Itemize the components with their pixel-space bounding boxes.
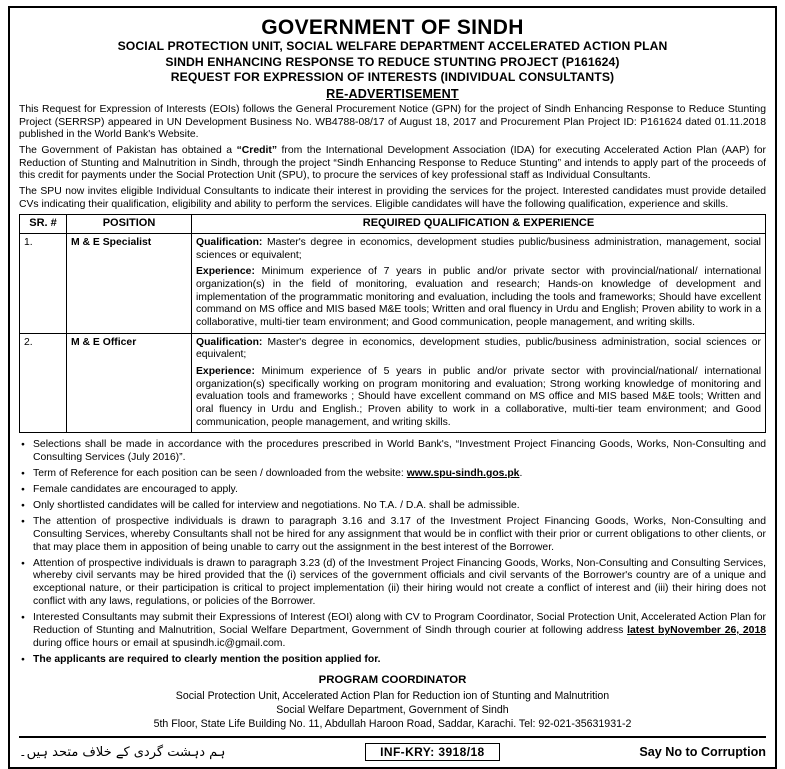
bullet-4-text: Only shortlisted candidates will be called for interview and negotiations. No T.A. / D.A. shall be admissible. xyxy=(33,500,520,512)
contact-line-3: 5th Floor, State Life Building No. 11, Abdullah Haroon Road, Saddar, Karachi. Tel: 92-021-35631931-2 xyxy=(153,718,632,731)
bullet-1-text: Selections shall be made in accordance with the procedures prescribed in World Bank's, “Investment Project Financing Goods, Works, Non-Consulting and Consulting Services (July 2016)”. xyxy=(33,439,766,464)
row-2-requirements xyxy=(192,333,766,433)
list-item xyxy=(19,612,766,651)
conditions-list xyxy=(19,439,766,666)
row-1-experience-text: Minimum experience of 7 years in public and/or private sector with provincial/national/ international organization(s) in the field of monitoring, evaluation and research; Hands-on knowledge of development and implementation of the programmatic monitoring and evaluation, including the tools and frameworks; Should have excellent command on MS office and MIS based M&E tools; Written and oral fluency in Urdu and English; Proven ability to work in a collaborative, multi-tier team environment; and Good communication, people management, and writing skills. xyxy=(196,266,761,328)
row-1-requirements xyxy=(192,233,766,333)
program-coordinator-title: PROGRAM COORDINATOR xyxy=(318,673,467,686)
row-2-experience-text: Minimum experience of 5 years in public and/or private sector with provincial/national/ international organization(s) specifically working on program monitoring and evaluation; Strong working knowledge of monitoring and evaluation tools and frameworks ; Should have excellent command on MS office and MIS based M&E tools; Written and oral fluency in Urdu and English.; Proven ability to work in a collaborative, multi-tier team environment; and Good communication, people management, and writing skills. xyxy=(196,366,761,428)
header-line-3: REQUEST FOR EXPRESSION OF INTERESTS (INDIVIDUAL CONSULTANTS) xyxy=(170,70,615,85)
intro-p2-part-b: from the International Development Association (IDA) for executing Accelerated Action Plan (AAP) for Reduction of Stunting and Malnutrition in Sindh, through the project “Sindh Enhancing Response to Reduce Stunting” and intends to apply part of the proceeds of this credit for payments under the Social Protection Unit (SPU), to procure the services of key professional staff as Individual Consultants. xyxy=(19,144,766,182)
row-2-position: M & E Officer xyxy=(67,333,192,433)
anti-corruption-slogan: Say No to Corruption xyxy=(639,745,766,760)
list-item xyxy=(19,439,766,465)
contact-line-2: Social Welfare Department, Government of Sindh xyxy=(276,703,509,716)
row-1-experience-label: Experience: xyxy=(196,266,255,278)
row-2-experience-label: Experience: xyxy=(196,366,255,378)
column-header-requirements: REQUIRED QUALIFICATION & EXPERIENCE xyxy=(192,215,766,233)
bullet-7-text: Interested Consultants may submit their Expressions of Interest (EOI) along with CV to Program Coordinator, Social Protection Unit, Accelerated Action Plan for Reduction of Stunting and Malnutrition, Social Welfare Department, Government of Sindh through courier at following address xyxy=(33,612,766,637)
row-2-qualification-label: Qualification: xyxy=(196,336,263,348)
inf-number-badge: INF-KRY: 3918/18 xyxy=(365,743,499,761)
bullet-2-text-end: . xyxy=(519,468,523,480)
contact-line-1: Social Protection Unit, Accelerated Action Plan for Reduction ion of Stunting and Malnutrition xyxy=(175,689,610,702)
row-1-qualification-label: Qualification: xyxy=(196,236,263,248)
deadline-date: November 26, 2018 xyxy=(670,625,767,637)
list-item xyxy=(19,468,766,481)
readvertisement-label: RE-ADVERTISEMENT xyxy=(326,86,459,101)
list-item xyxy=(19,500,766,513)
bullet-8-text: The applicants are required to clearly mention the position applied for. xyxy=(33,653,381,665)
intro-paragraph-3: The SPU now invites eligible Individual Consultants to indicate their interest in providing the services for the project. Interested candidates must provide detailed CVs indicating their qualification, eligibility and ability to perform the services. Eligible candidates will have the following qualification, experience and skills. xyxy=(19,186,766,210)
header-line-2: SINDH ENHANCING RESPONSE TO REDUCE STUNTING PROJECT (P161624) xyxy=(165,54,620,69)
website-link[interactable]: www.spu-sindh.gos.pk xyxy=(406,468,520,480)
bullet-3-text: Female candidates are encouraged to apply. xyxy=(33,484,238,496)
table-row xyxy=(20,333,766,433)
row-2-qualification xyxy=(196,337,761,362)
bullet-5-text: The attention of prospective individuals is drawn to paragraph 3.16 and 3.17 of the Investment Project Financing Goods, Works, Non-Consulting and Consulting Services, whereby Consultants shall not be hired for any assignment that would be in conflict with their prior or current obligations to other clients, or that may place them in apposition of being unable to carry out the assignment in the best interest of the Borrower. xyxy=(33,515,766,553)
column-header-position: POSITION xyxy=(67,215,192,233)
list-item xyxy=(19,516,766,555)
notice-frame xyxy=(8,6,777,769)
row-1-sr: 1. xyxy=(20,233,67,333)
list-item xyxy=(19,558,766,610)
page-title: GOVERNMENT OF SINDH xyxy=(261,16,524,39)
bullet-7-text-end: during office hours or email at spusindh.ic@gmail.com. xyxy=(33,637,286,649)
row-2-sr: 2. xyxy=(20,333,67,433)
row-1-qualification-text: Master's degree in economics, development studies public/business administration, management, social sciences or equivalent; xyxy=(196,236,761,261)
list-item xyxy=(19,654,766,667)
header-line-1: SOCIAL PROTECTION UNIT, SOCIAL WELFARE DEPARTMENT ACCELERATED ACTION PLAN xyxy=(117,39,668,54)
row-1-position: M & E Specialist xyxy=(67,233,192,333)
deadline-prefix: latest by xyxy=(627,625,671,637)
intro-paragraph-1: This Request for Expression of Interests (EOIs) follows the General Procurement Notice (GPN) for the project of Sindh Enhancing Response to Reduce Stunting Project (SERRSP) appeared in UN Development Business No. WB4788-08/17 of August 18, 2017 and Procurement Plan Project ID: P161624 dated 01.11.2018 published in the World Bank's Website. xyxy=(19,103,766,141)
table-header-row xyxy=(20,215,766,233)
urdu-slogan: ہم دہشت گردی کے خلاف متحد ہیں۔ xyxy=(19,744,226,760)
bullet-2-text: Term of Reference for each position can be seen / downloaded from the website: xyxy=(33,468,407,480)
contact-block xyxy=(19,673,766,731)
row-1-experience xyxy=(196,266,761,329)
credit-term: “Credit” xyxy=(236,144,278,156)
column-header-sr: SR. # xyxy=(20,215,67,233)
bullet-6-text: Attention of prospective individuals is drawn to paragraph 3.23 (d) of the Investment Project Financing Goods, Works, Non-Consulting and Consulting Services, whereby civil servants may be hired provided that the (i) services of the government officials and civil servants of the Borrower's country are of a unique and exceptional nature, or their participation is critical to project implementation (ii) their hiring would not create a conflict of interest and (iii) their hiring does not conflict with any laws, regulations, or policies of the Borrower. xyxy=(33,557,766,608)
intro-p2-part-a: The Government of Pakistan has obtained a xyxy=(19,144,237,156)
qualification-table xyxy=(19,214,766,433)
row-2-experience xyxy=(196,366,761,429)
bottom-bar xyxy=(19,736,766,763)
row-2-qualification-text: Master's degree in economics, development studies, public/business administration, social sciences or equivalent; xyxy=(196,336,761,361)
row-1-qualification xyxy=(196,237,761,262)
list-item xyxy=(19,484,766,497)
table-row xyxy=(20,233,766,333)
intro-paragraph-2 xyxy=(19,145,766,183)
